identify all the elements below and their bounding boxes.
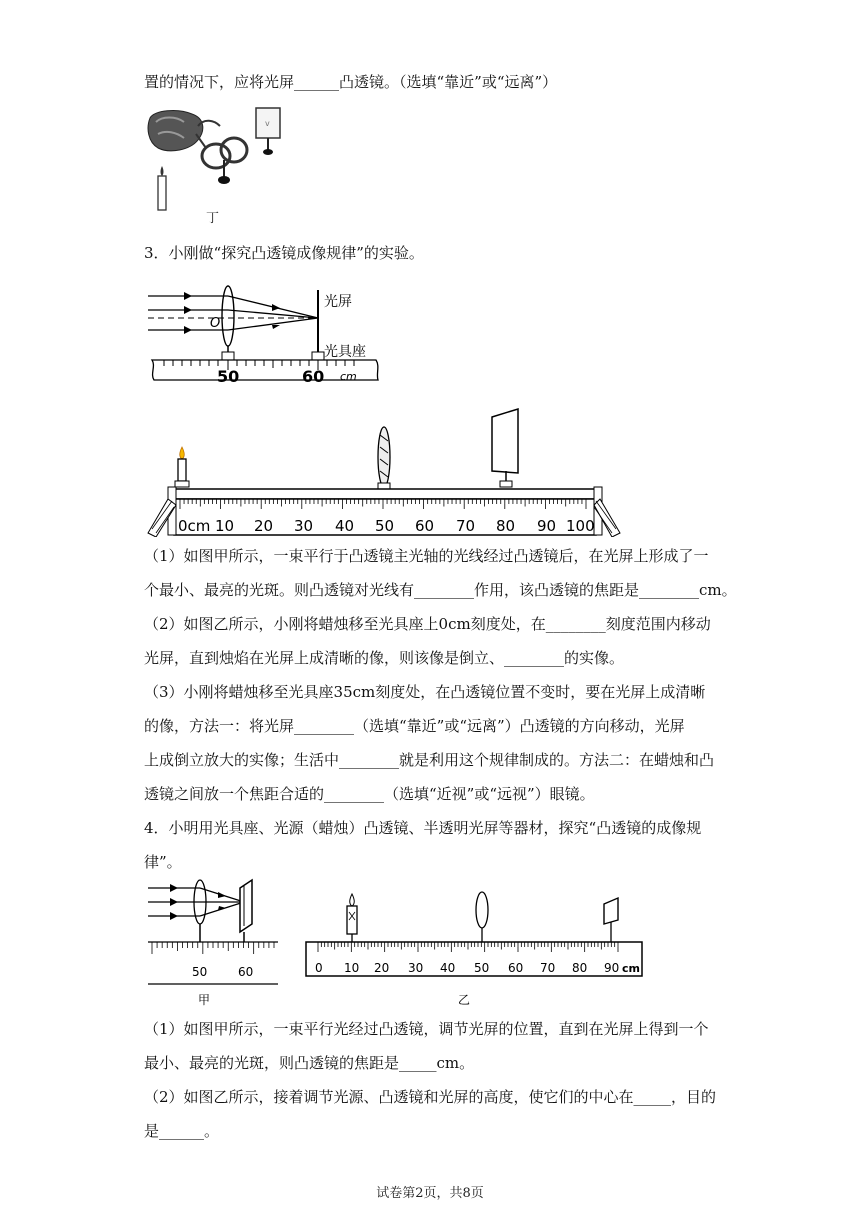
- tick-label: 80: [572, 961, 588, 975]
- tick-label: 100: [566, 517, 595, 535]
- question-text-line: 是______。: [144, 1122, 220, 1140]
- question-text-line: （2）如图乙所示，接着调节光源、凸透镜和光屏的高度，使它们的中心在_____，目的: [144, 1088, 717, 1106]
- tick-label: 80: [496, 517, 516, 535]
- page-footer: 试卷第2页，共8页: [376, 1186, 484, 1201]
- tick-label: 50: [474, 961, 490, 975]
- question-text-line: （2）如图乙所示，小刚将蜡烛移至光具座上0cm刻度处，在________刻度范围内移动: [144, 615, 711, 633]
- question-text-line: （1）如图甲所示，一束平行于凸透镜主光轴的光线经过凸透镜后，在光屏上形成了一: [144, 547, 709, 565]
- bench-label: 光具座: [324, 344, 366, 360]
- question-text-line: 最小、最亮的光斑，则凸透镜的焦距是_____cm。: [144, 1054, 475, 1072]
- question-text-line: （3）小刚将蜡烛移至光具座35cm刻度处，在凸透镜位置不变时，要在光屏上成清晰: [144, 683, 706, 701]
- question-text-line: 光屏，直到烛焰在光屏上成清晰的像，则该像是倒立、________的实像。: [144, 649, 625, 667]
- figure-4-yi: [302, 890, 646, 1008]
- tick-label: 20: [254, 517, 274, 535]
- question-4-stem: 4．小明用光具座、光源（蜡烛）凸透镜、半透明光屏等器材，探究“凸透镜的成像规: [144, 819, 702, 837]
- tick-50: 50: [192, 965, 208, 979]
- tick-label: 30: [294, 517, 314, 535]
- question-text-line: 的像，方法一：将光屏________（选填“靠近”或“远离”）凸透镜的方向移动，光屏: [144, 717, 685, 735]
- figure-3-jia: [144, 282, 384, 394]
- tick-60: 60: [302, 367, 325, 386]
- tick-50: 50: [217, 367, 240, 386]
- lens-center-label: O: [210, 316, 221, 331]
- figure-label: 乙: [458, 993, 471, 1007]
- candle-flame-icon: [180, 447, 185, 459]
- tick-label: 10: [344, 961, 360, 975]
- screen-label: 光屏: [324, 294, 352, 310]
- tick-label: 10: [215, 517, 235, 535]
- question-text-line: 置的情况下，应将光屏______凸透镜。（选填“靠近”或“远离”）: [144, 73, 558, 91]
- question-text-line: 律”。: [144, 853, 182, 871]
- tick-60: 60: [238, 965, 254, 979]
- question-text-line: （1）如图甲所示，一束平行光经过凸透镜，调节光屏的位置，直到在光屏上得到一个: [144, 1020, 709, 1038]
- tick-label: 0: [315, 961, 323, 975]
- tick-label: 40: [335, 517, 355, 535]
- question-text-line: 透镜之间放一个焦距合适的________（选填“近视”或“远视”）眼镜。: [144, 785, 595, 803]
- tick-label: 50: [375, 517, 395, 535]
- question-text-line: 个最小、最亮的光斑。则凸透镜对光线有________作用，该凸透镜的焦距是________cm。: [144, 581, 737, 599]
- question-text-line: 上成倒立放大的实像；生活中________就是利用这个规律制成的。方法二：在蜡烛和凸: [144, 751, 715, 769]
- figure-ding: [144, 104, 294, 228]
- tick-label: 90: [537, 517, 557, 535]
- svg-text:v: v: [265, 119, 270, 128]
- tick-label: 90: [604, 961, 620, 975]
- ruler-ticks: [152, 942, 274, 954]
- tick-label: 20: [374, 961, 390, 975]
- figure-3-yi: [144, 405, 624, 537]
- figure-label: 丁: [206, 211, 220, 226]
- tick-label: 30: [408, 961, 424, 975]
- tick-label: 70: [540, 961, 556, 975]
- unit-label: cm: [622, 962, 640, 975]
- tick-label: 40: [440, 961, 456, 975]
- figure-label: 甲: [198, 993, 211, 1007]
- tick-label: 70: [456, 517, 476, 535]
- candle-flame-icon: [350, 894, 355, 906]
- tick-label: 60: [415, 517, 435, 535]
- tick-label: 60: [508, 961, 524, 975]
- unit-label: cm: [340, 370, 357, 383]
- figure-4-jia: [144, 876, 282, 1008]
- question-3-stem: 3．小刚做“探究凸透镜成像规律”的实验。: [144, 244, 424, 262]
- tick-label: 0cm: [178, 517, 211, 535]
